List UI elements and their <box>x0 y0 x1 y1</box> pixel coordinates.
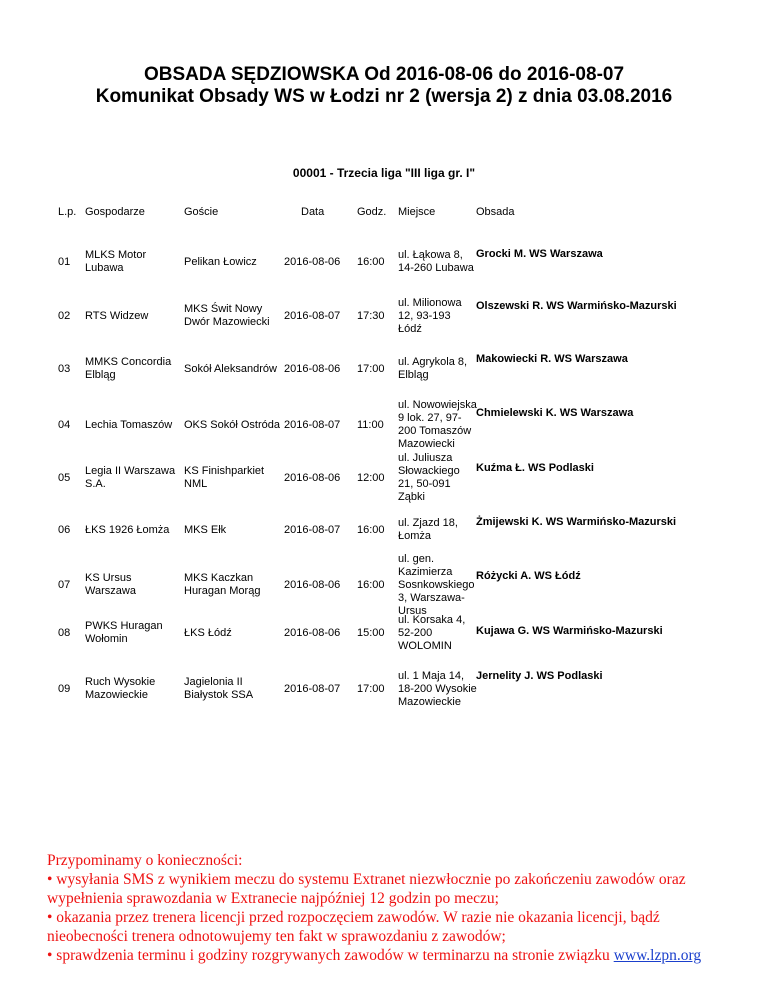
cell-home-line: ŁKS 1926 Łomża <box>85 523 170 536</box>
cell-away <box>184 524 226 537</box>
cell-lp: 05 <box>58 471 71 484</box>
cell-place <box>398 517 458 543</box>
cell-away-line: OKS Sokół Ostróda <box>184 418 280 431</box>
cell-referee: Różycki A. WS Łódź <box>476 570 581 582</box>
cell-time: 16:00 <box>357 523 385 536</box>
cell-place-line: Łomża <box>398 530 432 542</box>
cell-away-line: MKS Świt Nowy <box>184 303 263 315</box>
cell-place <box>398 297 462 336</box>
cell-time: 11:00 <box>357 418 384 431</box>
notes-line: • wysyłania SMS z wynikiem meczu do systemu Extranet niezwłocznie po zakończeniu zawodów oraz <box>47 871 686 888</box>
cell-away-line: MKS Kaczkan <box>184 572 254 584</box>
lzpn-link[interactable]: www.lzpn.org <box>613 947 702 964</box>
notes-line-text: • sprawdzenia terminu i godziny rozgrywanych zawodów w terminarzu na stronie związku <box>47 947 614 964</box>
cell-lp: 02 <box>58 309 71 322</box>
cell-referee: Żmijewski K. WS Warmińsko-Mazurski <box>476 516 677 528</box>
notes-line: nieobecności trenera odnotowujemy ten fakt w sprawozdaniu z zawodów; <box>47 928 506 945</box>
cell-away-line: Dwór Mazowiecki <box>184 316 270 328</box>
cell-home <box>85 356 171 382</box>
cell-place <box>398 452 460 504</box>
cell-home-line: Warszawa <box>85 585 136 597</box>
cell-date: 2016-08-07 <box>284 682 341 695</box>
cell-place-line: 52-200 <box>398 626 433 639</box>
cell-date: 2016-08-07 <box>284 523 341 536</box>
cell-away <box>184 572 260 598</box>
cell-place-line: Sosnkowskiego <box>398 578 475 591</box>
cell-home-line: KS Ursus <box>85 572 132 584</box>
column-header-time: Godz. <box>357 206 387 218</box>
cell-place-line: ul. Milionowa <box>398 296 462 309</box>
cell-place <box>398 356 467 382</box>
cell-away-line: NML <box>184 478 208 490</box>
cell-date: 2016-08-06 <box>284 578 341 591</box>
cell-place-line: 21, 50-091 <box>398 478 451 490</box>
cell-time: 17:00 <box>357 362 385 375</box>
cell-home <box>85 249 146 275</box>
cell-place-line: 3, Warszawa- <box>398 591 465 604</box>
cell-away-line: Sokół Aleksandrów <box>184 362 277 375</box>
league-heading: 00001 - Trzecia liga "III liga gr. I" <box>292 166 476 180</box>
cell-lp: 07 <box>58 578 71 591</box>
page-title: OBSADA SĘDZIOWSKA Od 2016-08-06 do 2016-08-07 <box>143 64 625 85</box>
cell-home <box>85 419 172 432</box>
cell-home <box>85 620 163 646</box>
cell-lp: 06 <box>58 523 71 536</box>
cell-place <box>398 249 474 275</box>
cell-away <box>184 419 280 432</box>
cell-place-line: Ząbki <box>398 491 425 503</box>
cell-place-line: ul. Agrykola 8, <box>398 356 468 368</box>
column-header-place: Miejsce <box>398 206 436 218</box>
cell-home-line: Lechia Tomaszów <box>85 418 173 431</box>
cell-date: 2016-08-06 <box>284 362 341 375</box>
cell-place <box>398 614 465 653</box>
cell-home-line: Ruch Wysokie <box>85 676 156 688</box>
cell-place-line: ul. 1 Maja 14, <box>398 669 465 682</box>
cell-home-line: MMKS Concordia <box>85 356 172 368</box>
cell-referee: Jernelity J. WS Podlaski <box>476 670 603 682</box>
column-header-away: Goście <box>184 206 219 218</box>
cell-away <box>184 627 232 640</box>
cell-place-line: 12, 93-193 <box>398 309 451 322</box>
cell-lp: 03 <box>58 362 71 375</box>
cell-away-line: Pelikan Łowicz <box>184 255 257 268</box>
cell-place <box>398 399 477 451</box>
notes-line: wypełnienia sprawozdania w Extranecie najpóźniej 12 godzin po meczu; <box>47 890 499 907</box>
cell-lp: 09 <box>58 682 71 695</box>
cell-place-line: Mazowieckie <box>398 695 461 708</box>
cell-away <box>184 256 257 269</box>
cell-date: 2016-08-07 <box>284 309 341 322</box>
cell-away-line: Białystok SSA <box>184 689 254 701</box>
cell-time: 16:00 <box>357 255 385 268</box>
notes-line <box>47 946 737 965</box>
cell-home-line: Legia II Warszawa <box>85 465 176 477</box>
cell-away <box>184 676 253 702</box>
cell-date: 2016-08-07 <box>284 418 341 431</box>
cell-away-line: ŁKS Łódź <box>184 626 232 639</box>
cell-place-line: ul. Zjazd 18, <box>398 517 458 529</box>
cell-referee: Chmielewski K. WS Warszawa <box>476 407 634 419</box>
column-header-home: Gospodarze <box>85 206 145 218</box>
cell-home <box>85 465 175 491</box>
column-header-lp: L.p. <box>58 206 77 218</box>
column-header-referee: Obsada <box>476 206 515 218</box>
cell-away-line: MKS Ełk <box>184 523 227 536</box>
cell-referee: Kuźma Ł. WS Podlaski <box>476 462 594 474</box>
cell-place-line: ul. Korsaka 4, <box>398 613 466 626</box>
cell-place-line: ul. gen. <box>398 552 435 565</box>
cell-time: 17:00 <box>357 682 385 695</box>
cell-away <box>184 303 270 329</box>
cell-away-line: Huragan Morąg <box>184 585 261 597</box>
cell-place-line: 14-260 Lubawa <box>398 262 474 274</box>
cell-lp: 01 <box>58 255 71 268</box>
cell-time: 15:00 <box>357 626 385 639</box>
cell-home <box>85 524 169 537</box>
cell-home-line: Elbląg <box>85 369 116 381</box>
cell-home-line: S.A. <box>85 478 106 490</box>
cell-referee: Makowiecki R. WS Warszawa <box>476 353 628 365</box>
cell-place-line: Mazowiecki <box>398 438 455 450</box>
cell-date: 2016-08-06 <box>284 471 341 484</box>
cell-place-line: Ursus <box>398 604 427 617</box>
cell-home-line: Lubawa <box>85 262 124 274</box>
cell-home-line: RTS Widzew <box>85 309 149 322</box>
cell-date: 2016-08-06 <box>284 255 341 268</box>
cell-place-line: Łódź <box>398 322 422 335</box>
cell-date: 2016-08-06 <box>284 626 341 639</box>
cell-away-line: Jagielonia II <box>184 676 243 688</box>
column-header-date: Data <box>301 206 325 218</box>
cell-referee: Kujawa G. WS Warmińsko-Mazurski <box>476 625 663 637</box>
cell-home-line: MLKS Motor <box>85 249 147 261</box>
cell-place <box>398 670 477 709</box>
cell-referee: Olszewski R. WS Warmińsko-Mazurski <box>476 300 677 312</box>
cell-home-line: Wołomin <box>85 633 128 645</box>
cell-home <box>85 310 148 323</box>
cell-time: 17:30 <box>357 309 385 322</box>
cell-time: 16:00 <box>357 578 385 591</box>
cell-time: 12:00 <box>357 471 385 484</box>
cell-referee: Grocki M. WS Warszawa <box>476 248 603 260</box>
cell-away <box>184 465 264 491</box>
cell-lp: 08 <box>58 626 71 639</box>
notes-heading: Przypominamy o konieczności: <box>47 852 243 869</box>
cell-home <box>85 676 155 702</box>
cell-place-line: ul. Juliusza <box>398 452 453 464</box>
cell-place-line: Elbląg <box>398 369 429 381</box>
notes-line: • okazania przez trenera licencji przed rozpoczęciem zawodów. W razie nie okazania licencji, bądź <box>47 909 660 926</box>
cell-place-line: WOLOMIN <box>398 639 452 652</box>
cell-place-line: 9 lok. 27, 97- <box>398 412 462 424</box>
cell-away <box>184 363 277 376</box>
cell-place-line: ul. Łąkowa 8, <box>398 249 463 261</box>
cell-place-line: ul. Nowowiejska <box>398 399 477 411</box>
cell-place-line: 18-200 Wysokie <box>398 682 477 695</box>
cell-place <box>398 553 474 618</box>
cell-home-line: Mazowieckie <box>85 689 148 701</box>
cell-away-line: KS Finishparkiet <box>184 465 265 477</box>
cell-home-line: PWKS Huragan <box>85 620 163 632</box>
page-subtitle: Komunikat Obsady WS w Łodzi nr 2 (wersja 2) z dnia 03.08.2016 <box>95 86 673 107</box>
reminder-notes <box>47 851 737 965</box>
cell-place-line: 200 Tomaszów <box>398 425 472 437</box>
cell-place-line: Kazimierza <box>398 565 453 578</box>
cell-place-line: Słowackiego <box>398 465 460 477</box>
cell-home <box>85 572 136 598</box>
cell-lp: 04 <box>58 418 71 431</box>
